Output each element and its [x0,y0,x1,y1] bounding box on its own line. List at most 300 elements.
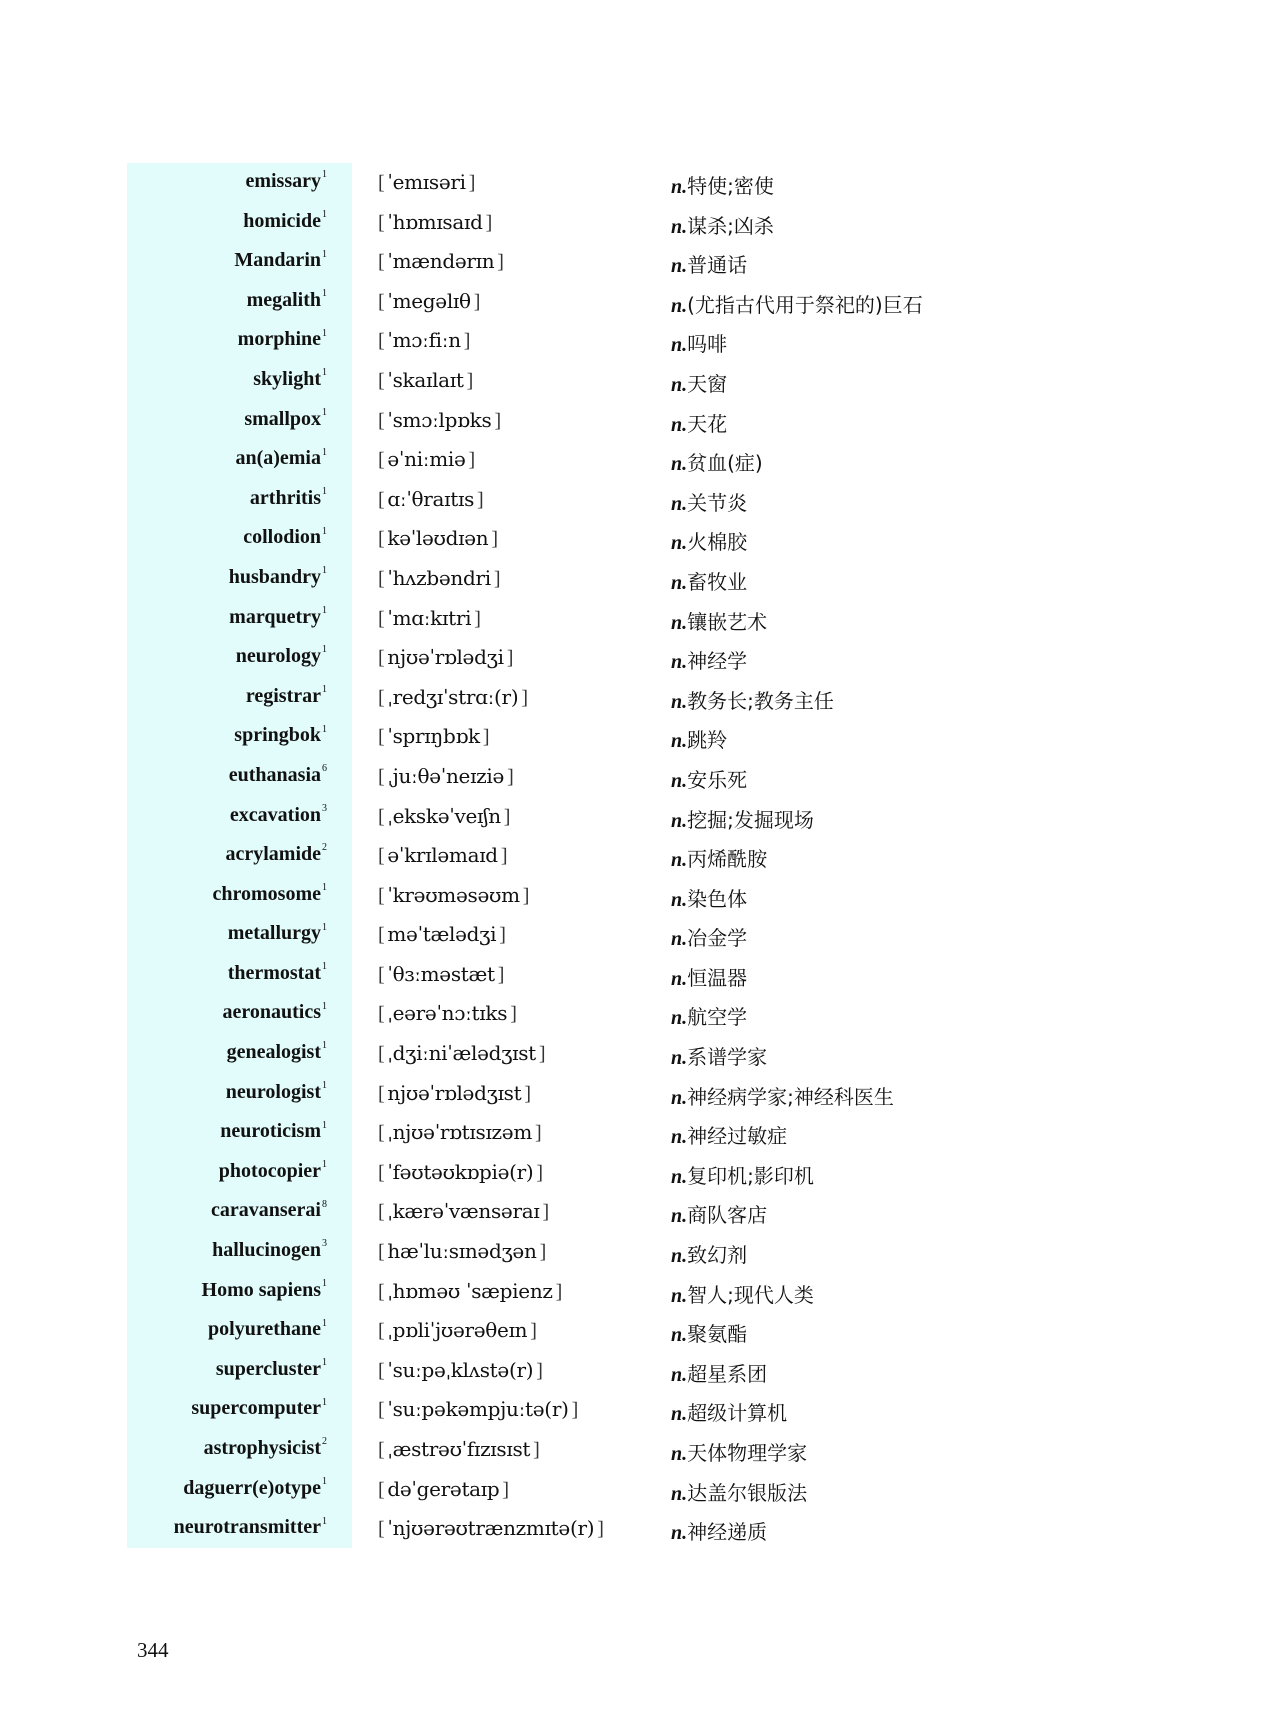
definition [671,1358,767,1387]
phonetic: [ hæˈluːsɪnədʒən ] [378,1239,546,1264]
frequency-superscript: 6 [322,763,327,775]
frequency-superscript: 1 [322,684,327,696]
phonetic-text: əˈkrɪləmaɪd [387,843,498,868]
headword-text: polyurethane [208,1318,321,1341]
phonetic-text: ˈmændərɪn [387,249,495,274]
definition-text: 神经递质 [687,1520,768,1545]
part-of-speech: n. [671,413,688,436]
frequency-superscript: 1 [322,1475,327,1487]
phonetic: [ ˈsuːpəˌklʌstə(r) ] [378,1357,543,1382]
definition-text: 冶金学 [687,926,748,951]
phonetic-text: ˈsmɔːlpɒks [387,407,492,432]
headword [227,1041,327,1064]
phonetic-text: əˈniːmiə [387,447,466,472]
headword-text: springbok [234,724,321,747]
phonetic: [ ˌhɒməʊ ˈsæpienz ] [378,1278,563,1303]
frequency-superscript: 1 [322,1396,327,1408]
frequency-superscript: 1 [322,1277,327,1289]
definition-text: 挖掘;发掘现场 [687,807,814,832]
phonetic-text: ˌekskəˈveɪʃn [387,803,501,828]
vocab-entry [0,1193,1281,1233]
headword-text: emissary [245,170,321,192]
definition [671,289,923,318]
headword [234,249,327,272]
part-of-speech: n. [671,1363,688,1386]
frequency-superscript: 1 [322,525,327,537]
definition [671,1239,747,1268]
definition [671,170,774,199]
frequency-superscript: 1 [322,921,327,933]
phonetic: [ ˈfəʊtəʊkɒpiə(r) ] [378,1159,543,1184]
headword-text: smallpox [244,407,321,430]
headword [243,526,327,549]
headword-text: photocopier [218,1159,321,1182]
vocab-entry [0,718,1281,758]
headword [236,645,327,668]
definition-text: 贫血(症) [687,451,763,476]
definition [671,922,747,951]
phonetic-text: ˌdʒiːniˈælədʒɪst [387,1041,536,1066]
part-of-speech: n. [671,492,688,515]
phonetic: [ ˌnjʊəˈrɒtɪsɪzəm ] [378,1120,542,1145]
phonetic: [ ˈθɜːməstæt ] [378,961,505,986]
phonetic-text: ˌpɒliˈjʊərəθeɪn [387,1318,528,1343]
definition-text: 跳羚 [687,728,728,753]
definition [671,606,767,635]
vocab-entry [0,243,1281,283]
phonetic-text: ˌnjʊəˈrɒtɪsɪzəm [387,1120,532,1145]
vocab-entry [0,1510,1281,1550]
part-of-speech: n. [671,651,688,674]
vocab-entry [0,1391,1281,1431]
definition-text: 神经病学家;神经科医生 [687,1084,894,1109]
phonetic-text: ˌeərəˈnɔːtɪks [387,1001,508,1026]
phonetic: [ ˌredʒɪˈstrɑː(r) ] [378,684,528,709]
definition [671,447,763,476]
frequency-superscript: 1 [322,288,327,300]
part-of-speech: n. [671,1522,688,1545]
headword [208,1318,327,1341]
headword [204,1437,327,1460]
frequency-superscript: 1 [322,327,327,339]
part-of-speech: n. [671,928,688,951]
part-of-speech: n. [671,1284,688,1307]
part-of-speech: n. [671,1403,688,1426]
definition [671,210,774,239]
frequency-superscript: 1 [322,961,327,973]
vocabulary-list [0,164,1281,1550]
phonetic: [ ˌjuːθəˈneɪziə ] [378,763,514,788]
definition-text: 丙烯酰胺 [687,847,768,872]
vocab-entry [0,600,1281,640]
headword [244,408,327,431]
definition-text: (尤指古代用于祭祀的)巨石 [687,292,923,317]
frequency-superscript: 1 [322,169,327,181]
headword-text: neurotransmitter [173,1516,321,1539]
vocab-entry [0,798,1281,838]
definition-text: 谋杀;凶杀 [687,213,774,238]
definition-text: 致幻剂 [687,1243,748,1268]
phonetic-text: ˌæstrəʊˈfɪzɪsɪst [387,1437,531,1461]
headword-text: homicide [243,209,321,232]
definition [671,645,747,674]
part-of-speech: n. [671,453,688,476]
headword [220,1120,327,1143]
vocab-entry [0,441,1281,481]
headword [211,1199,327,1222]
phonetic: [ ˌdʒiːniˈælədʒɪst ] [378,1041,546,1066]
headword-text: supercluster [215,1357,321,1380]
phonetic: [ ˈhɒmɪsaɪd ] [378,209,492,234]
phonetic: [ ˈemɪsəri ] [378,170,476,194]
definition-text: 天窗 [687,371,728,396]
definition-text: 畜牧业 [687,569,748,594]
definition [671,883,747,912]
frequency-superscript: 1 [322,882,327,894]
part-of-speech: n. [671,334,688,357]
definition [671,1279,814,1308]
phonetic: [ ˈmegəlɪθ ] [378,288,481,313]
definition-text: 神经过敏症 [687,1124,788,1149]
headword-text: registrar [245,684,321,707]
phonetic: [ ˈhʌzbəndri ] [378,565,501,590]
definition [671,1120,787,1149]
headword-text: marquetry [229,605,321,628]
vocab-entry [0,956,1281,996]
phonetic-text: ˌjuːθəˈneɪziə [387,763,505,788]
vocab-entry [0,283,1281,323]
frequency-superscript: 1 [322,446,327,458]
part-of-speech: n. [671,769,688,792]
phonetic-text: njʊəˈrɒlədʒɪst [387,1080,522,1105]
frequency-superscript: 3 [322,802,327,814]
definition [671,526,747,555]
part-of-speech: n. [671,373,688,396]
headword-text: skylight [253,367,321,390]
headword-text: genealogist [226,1041,321,1064]
phonetic-text: ˈmɑːkɪtri [387,605,472,630]
headword-text: neurology [235,645,321,668]
headword [246,685,327,708]
vocab-entry [0,877,1281,917]
vocab-entry [0,322,1281,362]
definition [671,487,747,516]
definition-text: 系谱学家 [687,1045,768,1070]
headword-text: aeronautics [222,1001,321,1024]
part-of-speech: n. [671,1443,688,1465]
vocab-entry [0,402,1281,442]
part-of-speech: n. [671,294,688,317]
part-of-speech: n. [671,888,688,911]
vocab-entry [0,837,1281,877]
vocab-entry [0,1075,1281,1115]
headword-text: megalith [246,288,321,311]
vocab-entry [0,1273,1281,1313]
definition [671,1001,747,1030]
frequency-superscript: 1 [322,1119,327,1131]
phonetic: [ ˈmændərɪn ] [378,249,504,274]
headword-text: chromosome [212,882,321,905]
headword [226,1081,327,1104]
vocab-entry [0,1312,1281,1352]
definition-text: 教务长;教务主任 [687,688,834,713]
part-of-speech: n. [671,532,688,555]
part-of-speech: n. [671,1047,688,1070]
definition-text: 染色体 [687,886,748,911]
vocab-entry [0,1233,1281,1273]
definition-text: 神经学 [687,649,748,674]
headword [234,724,327,747]
definition-text: 航空学 [687,1005,748,1030]
headword-text: acrylamide [225,843,321,866]
phonetic-text: ˌkærəˈvænsəraɪ [387,1199,540,1224]
phonetic-text: ˈfəʊtəʊkɒpiə(r) [387,1159,534,1184]
phonetic-text: ˈskaɪlaɪt [387,367,464,392]
headword-text: arthritis [249,486,321,509]
phonetic-text: dəˈgerətaɪp [387,1476,500,1501]
definition-text: 复印机;影印机 [687,1163,814,1188]
definition-text: 特使;密使 [687,174,774,198]
phonetic: [ ˌkærəˈvænsəraɪ ] [378,1199,549,1224]
vocab-entry [0,204,1281,244]
definition-text: 智人;现代人类 [687,1282,814,1307]
headword [229,764,327,787]
headword-text: metallurgy [227,922,321,945]
definition [671,1516,767,1545]
frequency-superscript: 1 [322,1080,327,1091]
part-of-speech: n. [671,255,688,278]
headword [219,1160,327,1183]
frequency-superscript: 1 [322,604,327,616]
frequency-superscript: 1 [322,367,327,379]
phonetic: [ ˈnjʊərəʊtrænzmɪtə(r) ] [378,1516,604,1541]
page-number: 344 [137,1638,169,1662]
part-of-speech: n. [671,1324,688,1347]
headword [213,883,328,906]
vocab-entry [0,164,1281,204]
frequency-superscript: 1 [322,1357,327,1369]
vocab-entry [0,481,1281,521]
definition [671,1041,767,1070]
headword-text: Homo sapiens [201,1278,321,1301]
definition-text: 恒温器 [687,965,748,990]
part-of-speech: n. [671,176,688,198]
part-of-speech: n. [671,690,688,713]
part-of-speech: n. [671,1086,688,1109]
definition [671,408,727,437]
phonetic-text: ˈmegəlɪθ [387,288,471,313]
frequency-superscript: 1 [322,565,327,577]
phonetic: [ əˈniːmiə ] [378,447,475,472]
phonetic-text: ˈsuːpəˌklʌstə(r) [387,1357,534,1382]
headword [222,1001,327,1024]
vocab-entry [0,362,1281,402]
definition-text: 关节炎 [687,490,748,515]
frequency-superscript: 2 [322,1436,327,1448]
frequency-superscript: 1 [322,1317,327,1329]
phonetic: [ dəˈgerətaɪp ] [378,1476,509,1501]
phonetic: [ njʊəˈrɒlədʒɪst ] [378,1080,531,1105]
definition [671,249,747,278]
headword-text: excavation [229,803,321,826]
headword-text: an(a)emia [235,447,321,470]
headword [174,1516,327,1539]
phonetic-text: ˈθɜːməstæt [387,961,495,986]
part-of-speech: n. [671,571,688,594]
definition-text: 火棉胶 [687,530,748,555]
phonetic-text: ɑːˈθraɪtɪs [387,486,475,511]
headword [212,1239,327,1262]
headword [225,843,327,866]
definition [671,1477,807,1506]
definition-text: 超级计算机 [687,1401,788,1426]
definition-text: 商队客店 [687,1203,768,1228]
headword [191,1397,327,1420]
vocab-entry [0,679,1281,719]
headword-text: neuroticism [220,1120,321,1143]
vocab-entry [0,995,1281,1035]
headword-text: neurologist [225,1080,321,1103]
phonetic: [ məˈtælədʒi ] [378,922,506,947]
phonetic: [ ˈkrəʊməsəʊm ] [378,882,530,907]
frequency-superscript: 1 [322,1000,327,1012]
definition-text: 超星系团 [687,1361,768,1386]
frequency-superscript: 1 [322,723,327,735]
headword [202,1279,327,1302]
frequency-superscript: 1 [322,1159,327,1171]
phonetic-text: ˈsprɪŋbɒk [387,724,480,749]
phonetic: [ ˈsuːpəkəmpjuːtə(r) ] [378,1397,578,1422]
vocab-entry [0,1352,1281,1392]
phonetic-text: ˌhɒməʊ ˈsæpienz [387,1278,553,1303]
definition [671,1081,894,1110]
phonetic: [ əˈkrɪləmaɪd ] [378,843,508,868]
phonetic-text: ˈnjʊərəʊtrænzmɪtə(r) [387,1516,595,1541]
vocab-entry [0,520,1281,560]
headword-text: morphine [237,328,321,351]
definition-text: 聚氨酯 [687,1322,748,1347]
definition [671,1318,747,1347]
phonetic: [ ˈskaɪlaɪt ] [378,367,474,392]
headword [229,606,327,629]
headword [247,289,327,312]
vocab-entry [0,758,1281,798]
headword [250,487,327,510]
headword [238,328,327,351]
frequency-superscript: 2 [322,842,327,854]
frequency-superscript: 1 [322,208,327,220]
part-of-speech: n. [671,1205,688,1228]
frequency-superscript: 1 [322,1040,327,1052]
vocab-entry [0,1154,1281,1194]
headword [245,170,327,193]
headword-text: supercomputer [191,1397,321,1420]
definition [671,843,767,872]
part-of-speech: n. [671,849,688,872]
headword-text: husbandry [228,565,321,588]
part-of-speech: n. [671,1245,688,1268]
definition [671,1437,807,1466]
phonetic: [ kəˈləʊdɪən ] [378,526,498,551]
part-of-speech: n. [671,611,688,634]
phonetic-text: ˈhɒmɪsaɪd [387,209,483,234]
vocab-entry [0,560,1281,600]
part-of-speech: n. [671,730,688,753]
headword [228,922,327,945]
definition-text: 安乐死 [687,767,748,792]
definition-text: 天体物理学家 [687,1441,808,1465]
phonetic: [ ˌekskəˈveɪʃn ] [378,803,511,828]
frequency-superscript: 1 [322,644,327,656]
part-of-speech: n. [671,215,688,238]
definition-text: 镶嵌艺术 [687,609,768,634]
frequency-superscript: 1 [322,406,327,418]
phonetic: [ ˈmɑːkɪtri ] [378,605,481,630]
headword [243,210,327,233]
part-of-speech: n. [671,1165,688,1188]
phonetic: [ ˌpɒliˈjʊərəθeɪn ] [378,1318,537,1343]
phonetic-text: məˈtælədʒi [387,922,497,947]
phonetic: [ ˈsmɔːlpɒks ] [378,407,501,432]
definition [671,804,814,833]
headword [229,566,327,589]
definition [671,1199,767,1228]
phonetic: [ ˌeərəˈnɔːtɪks ] [378,1001,517,1026]
headword-text: astrophysicist [203,1437,321,1459]
headword-text: collodion [243,526,321,549]
frequency-superscript: 1 [322,248,327,260]
phonetic-text: ˈhʌzbəndri [387,565,491,590]
headword [253,368,327,391]
definition [671,1397,787,1426]
definition-text: 达盖尔银版法 [687,1480,808,1505]
phonetic: [ ˈmɔːfiːn ] [378,328,471,353]
phonetic-text: hæˈluːsɪnədʒən [387,1239,537,1264]
vocab-entry [0,916,1281,956]
headword-text: caravanserai [211,1199,321,1222]
headword-text: euthanasia [228,763,321,786]
frequency-superscript: 1 [322,486,327,498]
phonetic: [ njʊəˈrɒlədʒi ] [378,645,514,670]
part-of-speech: n. [671,967,688,990]
headword-text: hallucinogen [212,1239,321,1262]
frequency-superscript: 8 [322,1198,327,1210]
definition [671,1160,814,1189]
vocab-entry [0,1431,1281,1471]
phonetic-text: njʊəˈrɒlədʒi [387,645,504,670]
definition [671,685,834,714]
headword-text: Mandarin [234,249,321,272]
phonetic-text: ˈsuːpəkəmpjuːtə(r) [387,1397,569,1422]
vocab-entry [0,639,1281,679]
definition [671,962,747,991]
phonetic-text: kəˈləʊdɪən [387,526,489,551]
phonetic-text: ˈemɪsəri [387,170,466,194]
definition-text: 天花 [687,411,728,436]
headword [216,1358,327,1381]
part-of-speech: n. [671,1007,688,1030]
part-of-speech: n. [671,809,688,832]
phonetic: [ ɑːˈθraɪtɪs ] [378,486,484,511]
phonetic-text: ˈkrəʊməsəʊm [387,882,520,907]
headword [183,1477,327,1500]
headword [228,962,327,985]
phonetic-text: ˌredʒɪˈstrɑː(r) [387,684,519,709]
definition [671,764,747,793]
headword [230,804,327,827]
definition [671,328,727,357]
definition-text: 普通话 [687,253,748,278]
